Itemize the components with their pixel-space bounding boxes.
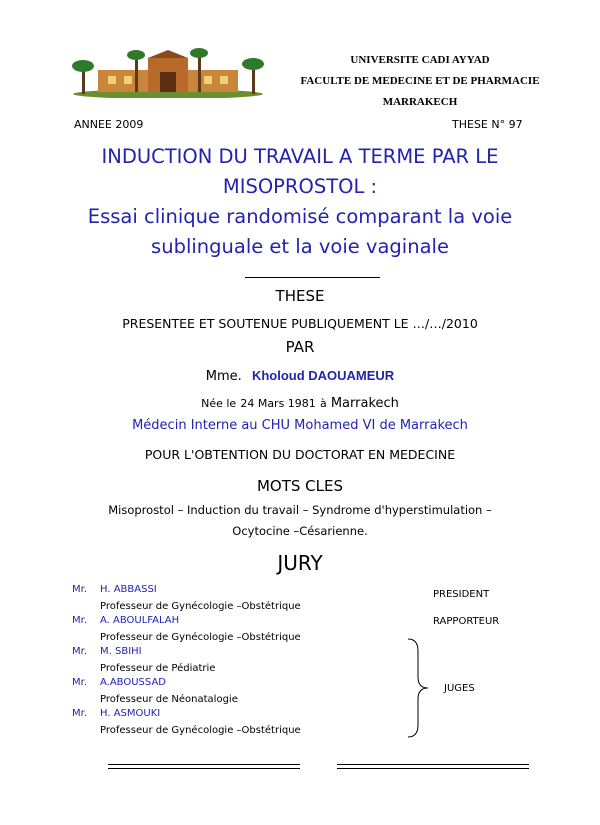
jury-title-1: Professeur de Gynécologie –Obstétrique [100, 601, 301, 612]
jury-name-5: H. ASMOUKI [100, 708, 161, 719]
birth-at: à [319, 397, 327, 410]
jury-title: JURY [277, 551, 323, 575]
jury-name-4: A.ABOUSSAD [100, 677, 166, 688]
jury-prefix-1: Mr. [72, 584, 87, 595]
author-prefix: Mme. [205, 369, 242, 384]
jury-name-1: H. ABBASSI [100, 584, 157, 595]
author-position: Médecin Interne au CHU Mohamed VI de Marrakech [132, 418, 468, 433]
jury-title-4: Professeur de Néonatalogie [100, 694, 238, 705]
title-line-2: MISOPROSTOL : [222, 175, 378, 198]
jury-title-2: Professeur de Gynécologie –Obstétrique [100, 632, 301, 643]
jury-prefix-2: Mr. [72, 615, 87, 626]
birth-line [0, 396, 600, 411]
jury-role-1: PRESIDENT [433, 589, 490, 600]
jury-name-2: A. ABOULFALAH [100, 615, 180, 626]
these-label: THESE [275, 287, 325, 305]
faculty-logo [68, 48, 268, 98]
presentation-date: PRESENTEE ET SOUTENUE PUBLIQUEMENT LE …/…/2010 [122, 316, 478, 331]
jury-name-3: M. SBIHI [100, 646, 142, 657]
jury-prefix-3: Mr. [72, 646, 87, 657]
par-label: PAR [285, 338, 315, 356]
jury-title-3: Professeur de Pédiatrie [100, 663, 216, 674]
birth-city: Marrakech [330, 396, 399, 411]
birth-date: 24 Mars 1981 [240, 397, 316, 410]
judges-brace [404, 637, 430, 739]
jury-title-5: Professeur de Gynécologie –Obstétrique [100, 725, 301, 736]
title-line-4: sublinguale et la voie vaginale [151, 235, 449, 258]
author-name: Kholoud DAOUAMEUR [251, 368, 395, 383]
title-divider [245, 277, 380, 278]
keywords-line-1: Misoprostol – Induction du travail – Syndrome d'hyperstimulation – [108, 503, 492, 517]
jury-prefix-4: Mr. [72, 677, 87, 688]
thesis-year: ANNEE 2009 [74, 118, 144, 131]
author-line [0, 368, 600, 384]
jury-prefix-5: Mr. [72, 708, 87, 719]
birth-prefix: Née le [201, 397, 237, 410]
keywords-line-2: Ocytocine –Césarienne. [232, 524, 368, 538]
city-name: MARRAKECH [382, 96, 458, 108]
thesis-number: THESE N° 97 [452, 118, 523, 131]
doctorate-purpose: POUR L'OBTENTION DU DOCTORAT EN MEDECINE [144, 447, 456, 462]
thesis-title [40, 142, 560, 262]
signature-line-left [108, 764, 300, 769]
faculty-name: FACULTE DE MEDECINE ET DE PHARMACIE [300, 75, 540, 87]
keywords-title: MOTS CLES [256, 477, 344, 495]
judges-label: JUGES [444, 683, 475, 694]
jury-role-2: RAPPORTEUR [433, 616, 500, 627]
signature-line-right [337, 764, 529, 769]
title-line-3: Essai clinique randomisé comparant la voie [87, 205, 513, 228]
title-line-1: INDUCTION DU TRAVAIL A TERME PAR LE [101, 145, 499, 168]
university-name: UNIVERSITE CADI AYYAD [350, 54, 490, 66]
